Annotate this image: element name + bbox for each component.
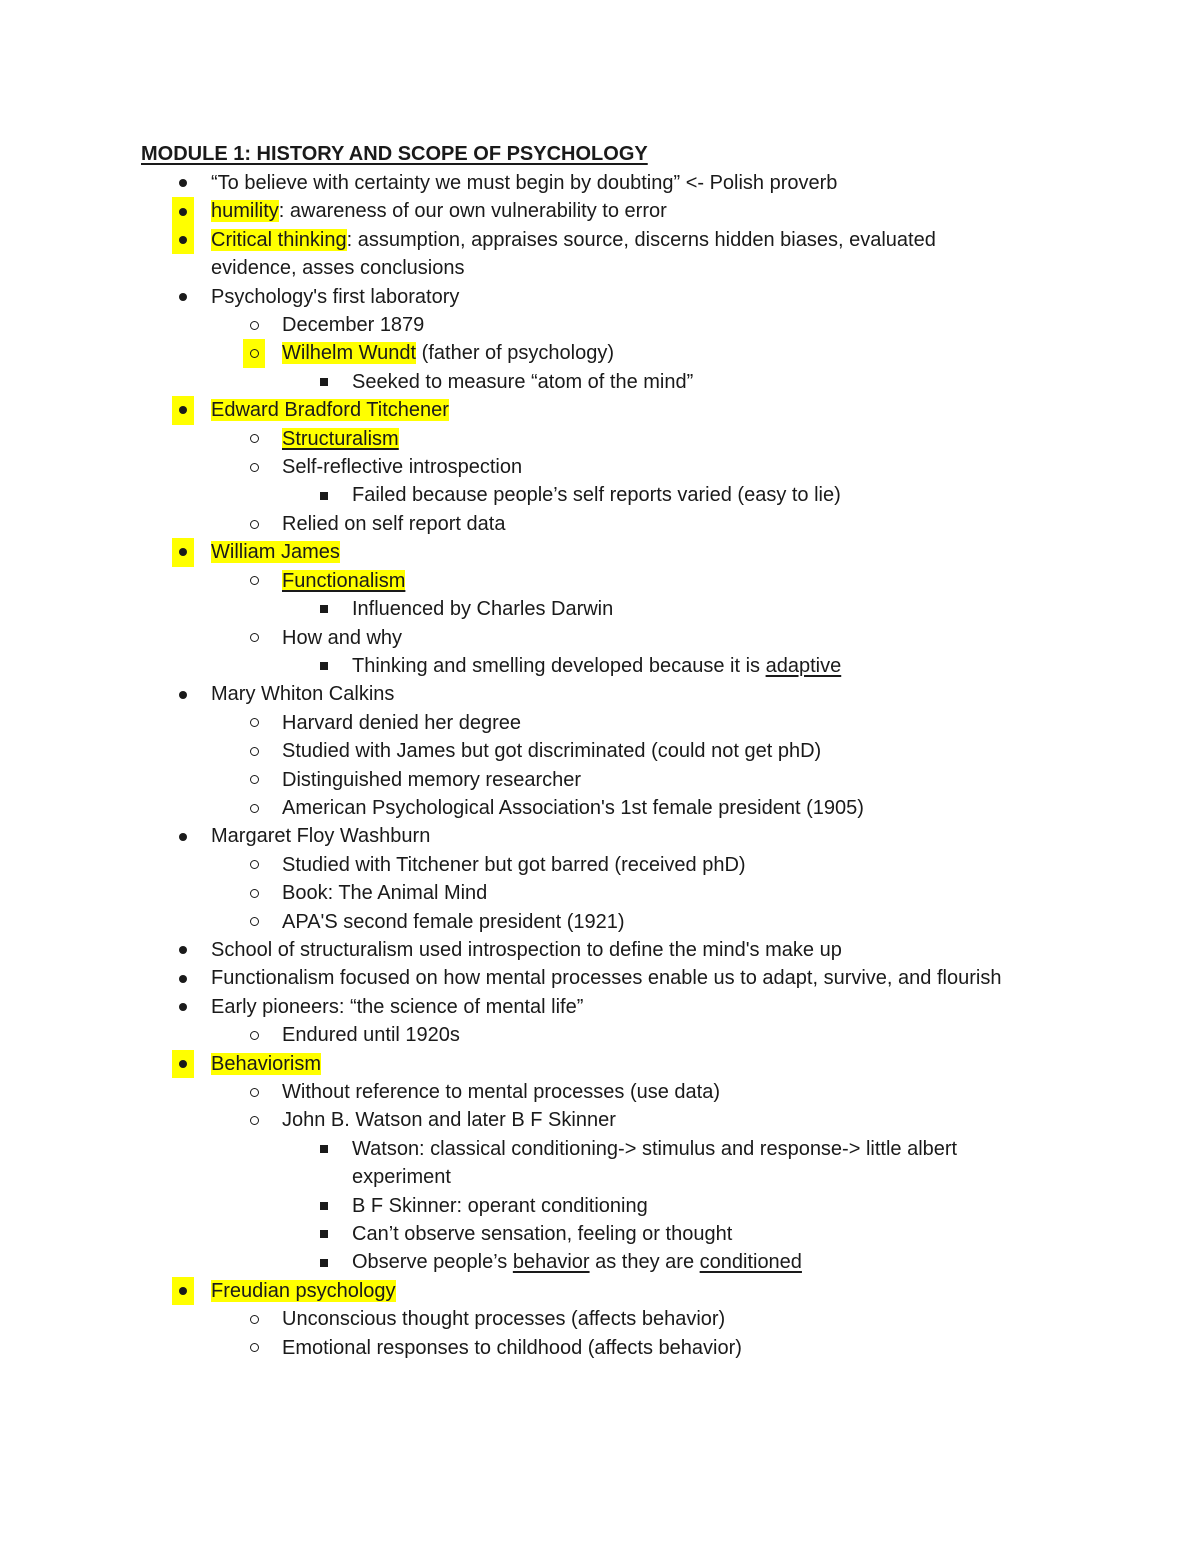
text-run: Mary Whiton Calkins — [211, 683, 395, 706]
list-item — [0, 169, 1200, 197]
list-item — [0, 226, 1200, 283]
list-item — [0, 595, 1200, 623]
disc-bullet-icon — [179, 833, 187, 841]
text-run: Influenced by Charles Darwin — [352, 598, 614, 621]
circle-bullet-icon — [250, 889, 259, 898]
text-run: Thinking and smelling developed because it is — [352, 654, 766, 677]
bullet-marker — [313, 652, 335, 680]
list-item — [0, 425, 1200, 453]
list-item — [0, 311, 1200, 339]
list-item-text — [282, 1106, 1012, 1134]
square-bullet-icon — [320, 1230, 328, 1238]
text-run: Early pioneers: “the science of mental life” — [211, 995, 584, 1018]
disc-bullet-icon — [179, 1003, 187, 1011]
list-item-text — [282, 624, 1012, 652]
list-item-text — [282, 1334, 1012, 1362]
list-item — [0, 368, 1200, 396]
list-item-text — [282, 766, 1012, 794]
text-run: Failed because people’s self reports varied (easy to lie) — [352, 484, 841, 507]
bullet-marker — [313, 368, 335, 396]
text-run: John B. Watson and later B F Skinner — [282, 1109, 616, 1132]
notes-list — [0, 169, 1200, 1362]
list-item-text — [282, 1021, 1012, 1049]
list-item — [0, 1050, 1200, 1078]
list-item — [0, 993, 1200, 1021]
text-run: Functionalism focused on how mental processes enable us to adapt, survive, and flourish — [211, 967, 1002, 990]
list-item — [0, 1078, 1200, 1106]
list-item-text — [282, 1078, 1012, 1106]
bullet-marker — [172, 396, 194, 424]
list-item-text — [211, 993, 1011, 1021]
circle-bullet-icon — [250, 576, 259, 585]
list-item — [0, 766, 1200, 794]
bullet-marker — [172, 538, 194, 566]
bullet-marker — [243, 908, 265, 936]
list-item-text — [282, 425, 1012, 453]
list-item-text — [352, 1248, 1012, 1276]
bullet-marker — [313, 1192, 335, 1220]
text-run: Watson: classical conditioning-> stimulus and response-> little albert experiment — [352, 1137, 958, 1189]
list-item — [0, 1305, 1200, 1333]
list-item-text — [282, 311, 1012, 339]
list-item-text — [211, 822, 1011, 850]
list-item-text — [352, 1220, 1012, 1248]
bullet-marker — [243, 425, 265, 453]
highlighted-term: Wilhelm Wundt — [282, 342, 417, 365]
text-run: Studied with Titchener but got barred (received phD) — [282, 853, 746, 876]
disc-bullet-icon — [179, 691, 187, 699]
list-item-text — [282, 851, 1012, 879]
list-item — [0, 453, 1200, 481]
bullet-marker — [243, 794, 265, 822]
text-run: Can’t observe sensation, feeling or thought — [352, 1223, 733, 1246]
circle-bullet-icon — [250, 349, 259, 358]
bullet-marker — [243, 624, 265, 652]
disc-bullet-icon — [179, 406, 187, 414]
list-item-text — [282, 709, 1012, 737]
list-item — [0, 1248, 1200, 1276]
bullet-marker — [243, 1021, 265, 1049]
circle-bullet-icon — [250, 747, 259, 756]
bullet-marker — [243, 567, 265, 595]
bullet-marker — [243, 1106, 265, 1134]
bullet-marker — [243, 879, 265, 907]
square-bullet-icon — [320, 378, 328, 386]
text-run: Self-reflective introspection — [282, 456, 523, 479]
list-item — [0, 1021, 1200, 1049]
circle-bullet-icon — [250, 520, 259, 529]
list-item-text — [282, 510, 1012, 538]
bullet-marker — [243, 1078, 265, 1106]
bullet-marker — [243, 851, 265, 879]
list-item — [0, 1106, 1200, 1134]
list-item-text — [282, 908, 1012, 936]
list-item-text — [211, 964, 1011, 992]
list-item — [0, 1334, 1200, 1362]
highlighted-term: humility — [211, 200, 279, 223]
bullet-marker — [243, 311, 265, 339]
bullet-marker — [313, 481, 335, 509]
highlighted-term: Behaviorism — [211, 1052, 322, 1075]
underlined-term: behavior — [512, 1251, 590, 1274]
square-bullet-icon — [320, 1202, 328, 1210]
list-item — [0, 964, 1200, 992]
text-run: Margaret Floy Washburn — [211, 825, 431, 848]
square-bullet-icon — [320, 1145, 328, 1153]
bullet-marker — [172, 1277, 194, 1305]
bullet-marker — [313, 1248, 335, 1276]
circle-bullet-icon — [250, 917, 259, 926]
text-run: Psychology's first laboratory — [211, 285, 460, 308]
highlighted-term: Edward Bradford Titchener — [211, 399, 449, 422]
text-run: B F Skinner: operant conditioning — [352, 1194, 648, 1217]
bullet-marker — [313, 1220, 335, 1248]
highlighted-term: William James — [211, 541, 340, 564]
list-item — [0, 851, 1200, 879]
list-item-text — [211, 936, 1011, 964]
bullet-marker — [313, 595, 335, 623]
list-item — [0, 1220, 1200, 1248]
bullet-marker — [243, 1305, 265, 1333]
list-item-text — [282, 567, 1012, 595]
list-item — [0, 1135, 1200, 1192]
bullet-marker — [243, 510, 265, 538]
disc-bullet-icon — [179, 1287, 187, 1295]
list-item — [0, 908, 1200, 936]
text-run: Emotional responses to childhood (affects behavior) — [282, 1336, 742, 1359]
disc-bullet-icon — [179, 548, 187, 556]
list-item — [0, 1277, 1200, 1305]
list-item — [0, 1192, 1200, 1220]
list-item — [0, 339, 1200, 367]
list-item — [0, 709, 1200, 737]
square-bullet-icon — [320, 492, 328, 500]
circle-bullet-icon — [250, 804, 259, 813]
list-item-text — [211, 283, 1011, 311]
circle-bullet-icon — [250, 633, 259, 642]
list-item-text — [352, 1192, 1012, 1220]
text-run: : assumption, appraises source, discerns hidden biases, evaluated evidence, asses conclusions — [211, 228, 936, 280]
disc-bullet-icon — [179, 293, 187, 301]
circle-bullet-icon — [250, 1031, 259, 1040]
circle-bullet-icon — [250, 321, 259, 330]
circle-bullet-icon — [250, 1343, 259, 1352]
list-item-text — [211, 1050, 1011, 1078]
bullet-marker — [172, 283, 194, 311]
square-bullet-icon — [320, 662, 328, 670]
square-bullet-icon — [320, 1259, 328, 1267]
text-run: Book: The Animal Mind — [282, 882, 488, 905]
list-item-text — [282, 879, 1012, 907]
square-bullet-icon — [320, 605, 328, 613]
circle-bullet-icon — [250, 1088, 259, 1097]
bullet-marker — [243, 766, 265, 794]
list-item-text — [352, 652, 1012, 680]
circle-bullet-icon — [250, 860, 259, 869]
list-item — [0, 283, 1200, 311]
text-run: (father of psychology) — [416, 342, 614, 365]
text-run: Without reference to mental processes (use data) — [282, 1081, 720, 1103]
list-item-text — [352, 481, 1012, 509]
list-item-text — [211, 680, 1011, 708]
list-item-text — [211, 169, 1011, 197]
bullet-marker — [172, 680, 194, 708]
list-item — [0, 680, 1200, 708]
text-run: Relied on self report data — [282, 512, 506, 535]
list-item-text — [211, 1277, 1011, 1305]
list-item-text — [211, 197, 1011, 225]
bullet-marker — [172, 964, 194, 992]
bullet-marker — [243, 1334, 265, 1362]
disc-bullet-icon — [179, 208, 187, 216]
list-item — [0, 794, 1200, 822]
list-item-text — [282, 1305, 1012, 1333]
circle-bullet-icon — [250, 718, 259, 727]
bullet-marker — [172, 226, 194, 254]
list-item-text — [352, 1135, 1012, 1192]
text-run: : awareness of our own vulnerability to error — [278, 200, 667, 223]
highlighted-term: Critical thinking — [211, 228, 347, 251]
list-item-text — [352, 368, 1012, 396]
bullet-marker — [172, 1050, 194, 1078]
circle-bullet-icon — [250, 434, 259, 443]
bullet-marker — [243, 453, 265, 481]
bullet-marker — [172, 169, 194, 197]
list-item — [0, 879, 1200, 907]
list-item — [0, 481, 1200, 509]
circle-bullet-icon — [250, 1315, 259, 1324]
list-item — [0, 737, 1200, 765]
bullet-marker — [243, 709, 265, 737]
text-run: Seeked to measure “atom of the mind” — [352, 370, 694, 393]
list-item — [0, 936, 1200, 964]
list-item-text — [211, 226, 1011, 283]
disc-bullet-icon — [179, 975, 187, 983]
circle-bullet-icon — [250, 1116, 259, 1125]
text-run: Unconscious thought processes (affects behavior) — [282, 1308, 726, 1331]
text-run: Endured until 1920s — [282, 1024, 460, 1047]
text-run: Distinguished memory researcher — [282, 768, 582, 791]
list-item-text — [352, 595, 1012, 623]
page-title: MODULE 1: HISTORY AND SCOPE OF PSYCHOLOGY — [141, 143, 648, 165]
circle-bullet-icon — [250, 463, 259, 472]
text-run: School of structuralism used introspection to define the mind's make up — [211, 938, 842, 961]
bullet-marker — [172, 822, 194, 850]
list-item-text — [282, 339, 1012, 367]
list-item-text — [282, 737, 1012, 765]
disc-bullet-icon — [179, 946, 187, 954]
text-run: Studied with James but got discriminated (could not get phD) — [282, 740, 822, 763]
list-item — [0, 510, 1200, 538]
highlighted-term: Freudian psychology — [211, 1279, 396, 1302]
list-item — [0, 396, 1200, 424]
bullet-marker — [172, 936, 194, 964]
underlined-term: Functionalism — [282, 569, 406, 592]
bullet-marker — [243, 339, 265, 367]
disc-bullet-icon — [179, 1060, 187, 1068]
text-run: as they are — [589, 1251, 700, 1274]
underlined-term: adaptive — [765, 654, 842, 677]
underlined-term: conditioned — [699, 1251, 802, 1274]
list-item-text — [211, 538, 1011, 566]
bullet-marker — [172, 993, 194, 1021]
bullet-marker — [172, 197, 194, 225]
list-item — [0, 197, 1200, 225]
text-run: American Psychological Association's 1st female president (1905) — [282, 796, 864, 819]
text-run: Harvard denied her degree — [282, 711, 522, 734]
bullet-marker — [313, 1135, 335, 1163]
list-item — [0, 822, 1200, 850]
list-item — [0, 652, 1200, 680]
list-item-text — [211, 396, 1011, 424]
disc-bullet-icon — [179, 179, 187, 187]
text-run: APA'S second female president (1921) — [282, 910, 625, 933]
underlined-term: Structuralism — [282, 427, 399, 450]
text-run: Observe people’s — [352, 1251, 513, 1274]
list-item-text — [282, 453, 1012, 481]
list-item-text — [282, 794, 1012, 822]
list-item — [0, 538, 1200, 566]
bullet-marker — [243, 737, 265, 765]
disc-bullet-icon — [179, 236, 187, 244]
text-run: How and why — [282, 626, 403, 649]
text-run: “To believe with certainty we must begin by doubting” <- Polish proverb — [211, 172, 838, 194]
list-item — [0, 624, 1200, 652]
list-item — [0, 567, 1200, 595]
circle-bullet-icon — [250, 775, 259, 784]
text-run: December 1879 — [282, 314, 425, 337]
